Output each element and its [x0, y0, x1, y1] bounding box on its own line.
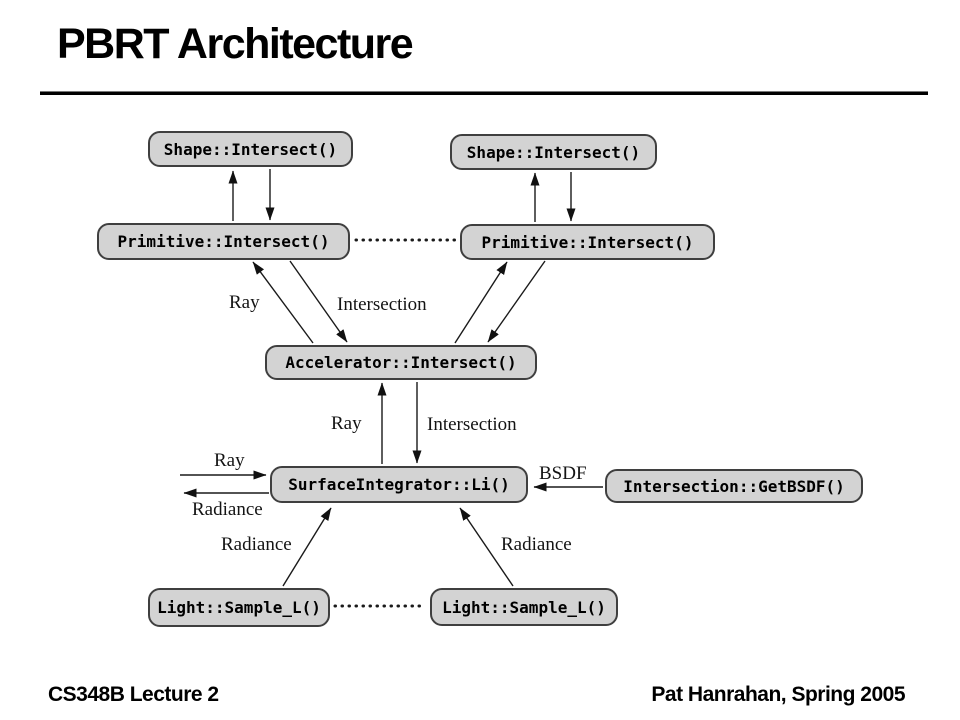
- edge-label-radiance-output: Radiance: [192, 499, 263, 520]
- edge-label-intersection-primitive: Intersection: [337, 294, 427, 315]
- edge-label-radiance-light-right: Radiance: [501, 534, 572, 555]
- edge-label-ray-primitive: Ray: [229, 292, 260, 313]
- arrow-ray-accelerator-to-primitive-left: [253, 262, 313, 343]
- page-title: PBRT Architecture: [57, 20, 413, 68]
- node-primitive-intersect-right: Primitive::Intersect(): [460, 224, 715, 260]
- node-surface-integrator-li: SurfaceIntegrator::Li(): [270, 466, 528, 503]
- node-shape-intersect-left: Shape::Intersect(): [148, 131, 353, 167]
- node-accelerator-intersect: Accelerator::Intersect(): [265, 345, 537, 380]
- footer-author-term: Pat Hanrahan, Spring 2005: [651, 683, 905, 706]
- node-light-sample-l-left: Light::Sample_L(): [148, 588, 330, 627]
- node-light-sample-l-right: Light::Sample_L(): [430, 588, 618, 626]
- edge-label-radiance-light-left: Radiance: [221, 534, 292, 555]
- edge-label-ray-input: Ray: [214, 450, 245, 471]
- footer-course-lecture: CS348B Lecture 2: [48, 683, 219, 706]
- node-intersection-getbsdf: Intersection::GetBSDF(): [605, 469, 863, 503]
- arrow-ray-accelerator-to-primitive-right: [455, 262, 507, 343]
- node-primitive-intersect-left: Primitive::Intersect(): [97, 223, 350, 260]
- edge-label-intersection-integrator: Intersection: [427, 414, 517, 435]
- edge-label-bsdf: BSDF: [539, 463, 587, 484]
- arrow-intersection-primitive-right-to-accelerator: [488, 261, 545, 342]
- node-shape-intersect-right: Shape::Intersect(): [450, 134, 657, 170]
- edge-label-ray-integrator: Ray: [331, 413, 362, 434]
